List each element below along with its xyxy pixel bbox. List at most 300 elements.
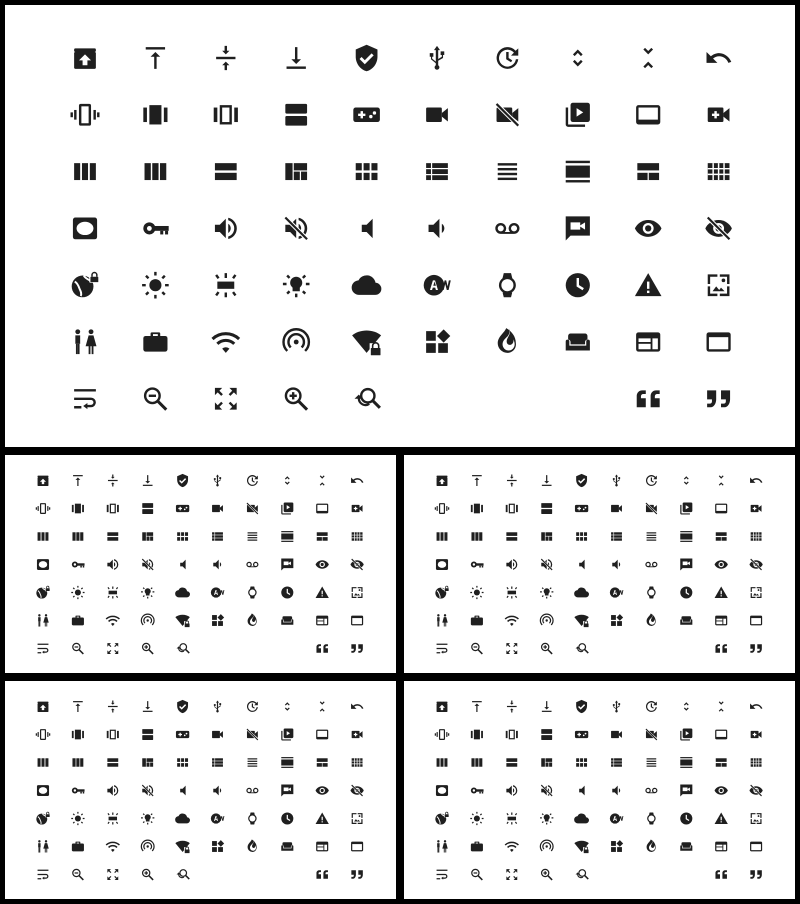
visibility-off-icon (350, 559, 363, 570)
vpn-key-icon (471, 787, 484, 793)
videocam-off-icon (497, 104, 519, 126)
watch-icon (647, 586, 655, 598)
vpn-lock-icon (435, 812, 449, 825)
wifi-lock-icon (352, 331, 381, 357)
zoom-in-icon (286, 389, 307, 410)
unfold-more-icon (684, 476, 689, 484)
wrap-text-icon (38, 644, 49, 653)
view-carousel-icon (214, 105, 238, 124)
wb-auto-icon (211, 813, 225, 823)
view-quilt-icon (285, 163, 307, 180)
wb-incandescent-icon (141, 588, 154, 599)
usb-icon (613, 700, 620, 712)
view-comfy-icon (352, 532, 363, 540)
vibration-icon (435, 503, 450, 514)
wrap-text-icon (74, 390, 96, 409)
view-list-icon (611, 532, 622, 540)
view-stream-icon (107, 758, 118, 766)
zoom-out-icon (73, 643, 84, 654)
format-quote-close-icon (707, 390, 730, 407)
videogame-asset-icon (176, 731, 189, 738)
view-stream-icon (107, 532, 118, 540)
videocam-icon (611, 731, 622, 738)
format-quote-close-icon (750, 870, 761, 878)
vertical-align-bottom-icon (143, 475, 153, 486)
wifi-tethering-icon (540, 614, 553, 625)
volume-down-icon (429, 219, 445, 238)
video-library-icon (680, 502, 692, 514)
verified-user-icon (177, 474, 188, 487)
view-day-icon (680, 757, 692, 768)
undo-icon (750, 703, 762, 708)
wb-iridescent-icon (507, 812, 517, 824)
volume-up-icon (107, 559, 118, 570)
view-stream-icon (215, 163, 237, 180)
volume-up-icon (506, 559, 517, 570)
view-compact-icon (716, 758, 727, 766)
undo-icon (351, 477, 363, 482)
vertical-align-top-icon (73, 701, 83, 712)
unarchive-icon (437, 702, 448, 712)
view-stream-icon (506, 532, 517, 540)
work-icon (143, 332, 167, 351)
warning-icon (316, 812, 329, 823)
video-label-icon (316, 730, 328, 740)
wb-sunny-icon (142, 272, 169, 299)
vpn-key-icon (471, 561, 484, 567)
voicemail-icon (645, 562, 657, 567)
watch-later-icon (680, 586, 692, 598)
wifi-tethering-icon (284, 329, 309, 351)
visibility-icon (635, 220, 662, 237)
view-module-icon (177, 758, 188, 766)
view-array-icon (471, 504, 483, 514)
watch-icon (248, 812, 256, 824)
panel-bl-icon-grid (5, 681, 396, 899)
vpn-lock-icon (36, 586, 50, 599)
web-icon (316, 842, 328, 852)
wb-cloudy-icon (175, 588, 190, 598)
view-headline-icon (498, 163, 517, 180)
whatshot-icon (498, 328, 516, 353)
view-week-icon (437, 758, 448, 766)
videocam-off-icon (646, 729, 657, 740)
icon-sheet-main (5, 5, 795, 447)
view-day-icon (566, 161, 590, 183)
vpn-lock-icon (36, 812, 50, 825)
zoom-in-icon (143, 869, 154, 880)
icon-sheet-thumb-top-left (5, 455, 396, 673)
voicemail-icon (495, 223, 519, 234)
zoom-out-map-icon (506, 869, 517, 880)
view-headline-icon (248, 758, 258, 766)
wb-auto-icon (610, 587, 624, 597)
verified-user-icon (576, 474, 587, 487)
voicemail-icon (246, 562, 258, 567)
wb-sunny-icon (71, 812, 84, 825)
vibration-icon (36, 729, 51, 740)
volume-off-icon (541, 559, 552, 570)
widgets-icon (611, 840, 623, 852)
view-column-icon (471, 532, 482, 540)
visibility-icon (316, 560, 329, 568)
wb-incandescent-icon (141, 814, 154, 825)
voice-chat-icon (680, 558, 692, 570)
wb-iridescent-icon (216, 273, 235, 297)
wc-icon (38, 840, 49, 852)
wb-incandescent-icon (540, 814, 553, 825)
youtube-searched-for-icon (177, 644, 190, 653)
video-library-icon (566, 103, 590, 127)
zoom-out-icon (145, 389, 166, 410)
youtube-searched-for-icon (576, 644, 589, 653)
warning-icon (715, 812, 728, 823)
wifi-lock-icon (574, 615, 589, 628)
voicemail-icon (645, 788, 657, 793)
view-comfy-icon (352, 758, 363, 766)
wifi-tethering-icon (141, 614, 154, 625)
view-day-icon (281, 531, 293, 542)
volume-down-icon (612, 786, 620, 796)
view-column-icon (145, 163, 167, 180)
visibility-off-icon (350, 785, 363, 796)
usb-icon (430, 46, 445, 70)
vertical-align-top-icon (472, 701, 482, 712)
vertical-align-center-icon (507, 474, 517, 486)
volume-mute-icon (180, 560, 185, 570)
view-compact-icon (716, 532, 727, 540)
visibility-off-icon (749, 785, 762, 796)
vertical-align-center-icon (108, 700, 118, 712)
videogame-asset-icon (575, 731, 588, 738)
watch-later-icon (566, 273, 590, 297)
wb-auto-icon (211, 587, 225, 597)
view-week-icon (38, 532, 49, 540)
undo-icon (351, 703, 363, 708)
view-list-icon (212, 532, 223, 540)
weekend-icon (281, 842, 293, 850)
view-compact-icon (317, 758, 328, 766)
zoom-out-map-icon (215, 388, 237, 410)
unfold-less-icon (320, 701, 325, 711)
view-week-icon (437, 532, 448, 540)
whatshot-icon (647, 614, 656, 626)
view-day-icon (680, 531, 692, 542)
view-agenda-icon (142, 729, 153, 740)
unfold-less-icon (643, 48, 653, 68)
view-week-icon (74, 163, 96, 180)
voice-chat-icon (566, 216, 590, 240)
view-comfy-icon (708, 163, 730, 180)
video-label-icon (636, 105, 660, 124)
volume-off-icon (142, 785, 153, 796)
wb-iridescent-icon (108, 812, 118, 824)
view-array-icon (72, 730, 84, 740)
video-library-icon (281, 502, 293, 514)
videocam-off-icon (247, 503, 258, 514)
unfold-more-icon (573, 50, 583, 67)
view-compact-icon (317, 532, 328, 540)
unarchive-icon (38, 476, 49, 486)
wrap-text-icon (38, 870, 49, 879)
wifi-tethering-icon (141, 840, 154, 851)
usb-icon (214, 474, 221, 486)
whatshot-icon (248, 614, 257, 626)
verified-user-icon (576, 700, 587, 713)
visibility-off-icon (705, 218, 732, 240)
view-carousel-icon (506, 504, 518, 514)
watch-icon (499, 273, 516, 297)
volume-off-icon (142, 559, 153, 570)
vpn-key-icon (72, 561, 85, 567)
view-module-icon (356, 163, 378, 180)
wifi-lock-icon (574, 841, 589, 854)
wifi-icon (505, 616, 518, 626)
view-module-icon (576, 532, 587, 540)
vertical-align-bottom-icon (287, 47, 306, 69)
wb-sunny-icon (470, 586, 483, 599)
videogame-asset-icon (176, 505, 189, 512)
wifi-icon (106, 616, 119, 626)
zoom-in-icon (542, 869, 553, 880)
view-module-icon (576, 758, 587, 766)
unfold-more-icon (285, 476, 290, 484)
wallpaper-icon (352, 813, 363, 824)
video-call-icon (708, 108, 730, 123)
view-quilt-icon (142, 532, 153, 540)
wrap-text-icon (437, 870, 448, 879)
volume-up-icon (215, 218, 237, 239)
view-column-icon (72, 758, 83, 766)
weekend-icon (566, 334, 590, 351)
wb-auto-icon (424, 275, 451, 296)
unfold-less-icon (719, 475, 724, 485)
view-day-icon (281, 757, 293, 768)
view-module-icon (177, 532, 188, 540)
view-agenda-icon (541, 729, 552, 740)
wc-icon (75, 329, 96, 354)
wifi-lock-icon (175, 615, 190, 628)
zoom-in-icon (542, 643, 553, 654)
voice-chat-icon (281, 784, 293, 796)
wb-incandescent-icon (283, 276, 310, 298)
vignette-icon (436, 785, 448, 796)
work-icon (471, 616, 483, 626)
work-icon (72, 616, 84, 626)
videocam-icon (426, 108, 448, 123)
view-array-icon (471, 730, 483, 740)
view-array-icon (72, 504, 84, 514)
vertical-align-center-icon (507, 700, 517, 712)
wb-sunny-icon (71, 586, 84, 599)
view-array-icon (143, 105, 167, 124)
wb-iridescent-icon (108, 586, 118, 598)
view-quilt-icon (541, 758, 552, 766)
videocam-icon (212, 505, 223, 512)
volume-off-icon (285, 218, 307, 240)
weekend-icon (281, 616, 293, 624)
youtube-searched-for-icon (576, 870, 589, 879)
unarchive-icon (74, 48, 96, 69)
zoom-out-map-icon (506, 643, 517, 654)
view-stream-icon (506, 758, 517, 766)
panel-br-icon-grid (404, 681, 795, 899)
vibration-icon (435, 729, 450, 740)
format-quote-close-icon (750, 644, 761, 652)
vertical-align-top-icon (146, 47, 165, 69)
watch-later-icon (281, 812, 293, 824)
format-quote-open-icon (715, 644, 726, 652)
widgets-icon (212, 614, 224, 626)
web-asset-icon (707, 332, 731, 351)
wifi-lock-icon (175, 841, 190, 854)
wb-cloudy-icon (175, 814, 190, 824)
view-headline-icon (647, 532, 657, 540)
wrap-text-icon (437, 644, 448, 653)
wb-cloudy-icon (574, 814, 589, 824)
wifi-icon (106, 842, 119, 852)
panel-main-icon-grid (5, 5, 795, 447)
web-asset-icon (750, 842, 762, 852)
view-comfy-icon (751, 532, 762, 540)
wc-icon (38, 614, 49, 626)
video-call-icon (751, 505, 762, 512)
widgets-icon (426, 329, 450, 353)
video-library-icon (281, 728, 293, 740)
voicemail-icon (246, 788, 258, 793)
format-quote-open-icon (637, 390, 660, 407)
vpn-key-icon (72, 787, 85, 793)
video-call-icon (751, 731, 762, 738)
video-label-icon (316, 504, 328, 514)
usb-icon (613, 474, 620, 486)
view-quilt-icon (541, 532, 552, 540)
usb-icon (214, 700, 221, 712)
volume-up-icon (506, 785, 517, 796)
vibration-icon (36, 503, 51, 514)
update-icon (646, 475, 657, 486)
unarchive-icon (38, 702, 49, 712)
zoom-out-map-icon (107, 643, 118, 654)
videogame-asset-icon (353, 108, 380, 123)
warning-icon (635, 273, 662, 296)
youtube-searched-for-icon (355, 389, 380, 408)
visibility-off-icon (749, 559, 762, 570)
wallpaper-icon (751, 813, 762, 824)
volume-mute-icon (579, 560, 584, 570)
whatshot-icon (647, 840, 656, 852)
format-quote-open-icon (715, 870, 726, 878)
videocam-icon (212, 731, 223, 738)
panel-tl-icon-grid (5, 455, 396, 673)
volume-off-icon (541, 785, 552, 796)
update-icon (646, 701, 657, 712)
wallpaper-icon (751, 587, 762, 598)
work-icon (72, 842, 84, 852)
update-icon (247, 475, 258, 486)
watch-later-icon (281, 586, 293, 598)
icon-sheet-thumb-top-right (404, 455, 795, 673)
video-label-icon (715, 730, 727, 740)
volume-mute-icon (579, 786, 584, 796)
volume-mute-icon (362, 219, 373, 238)
vignette-icon (37, 559, 49, 570)
youtube-searched-for-icon (177, 870, 190, 879)
web-icon (316, 616, 328, 626)
whatshot-icon (248, 840, 257, 852)
vignette-icon (436, 559, 448, 570)
watch-icon (248, 586, 256, 598)
vertical-align-bottom-icon (542, 701, 552, 712)
view-carousel-icon (506, 730, 518, 740)
format-quote-open-icon (316, 870, 327, 878)
view-compact-icon (637, 163, 659, 180)
format-quote-close-icon (351, 870, 362, 878)
wc-icon (437, 840, 448, 852)
wb-sunny-icon (470, 812, 483, 825)
weekend-icon (680, 616, 692, 624)
warning-icon (316, 586, 329, 597)
unfold-less-icon (320, 475, 325, 485)
view-carousel-icon (107, 504, 119, 514)
video-call-icon (352, 505, 363, 512)
vertical-align-bottom-icon (143, 701, 153, 712)
vertical-align-center-icon (216, 46, 235, 70)
volume-up-icon (107, 785, 118, 796)
vpn-lock-icon (435, 586, 449, 599)
unfold-more-icon (684, 702, 689, 710)
zoom-out-map-icon (107, 869, 118, 880)
vignette-icon (37, 785, 49, 796)
zoom-in-icon (143, 643, 154, 654)
view-carousel-icon (107, 730, 119, 740)
videocam-icon (611, 505, 622, 512)
web-icon (715, 616, 727, 626)
wb-auto-icon (610, 813, 624, 823)
view-agenda-icon (142, 503, 153, 514)
visibility-icon (715, 786, 728, 794)
format-quote-close-icon (351, 644, 362, 652)
wb-incandescent-icon (540, 588, 553, 599)
widgets-icon (212, 840, 224, 852)
panel-tr-icon-grid (404, 455, 795, 673)
verified-user-icon (177, 700, 188, 713)
warning-icon (715, 586, 728, 597)
volume-down-icon (612, 560, 620, 570)
view-column-icon (471, 758, 482, 766)
visibility-icon (316, 786, 329, 794)
view-week-icon (38, 758, 49, 766)
wifi-icon (505, 842, 518, 852)
wb-cloudy-icon (574, 588, 589, 598)
wifi-icon (213, 334, 240, 353)
view-list-icon (611, 758, 622, 766)
undo-icon (750, 477, 762, 482)
vertical-align-top-icon (472, 475, 482, 486)
video-call-icon (352, 731, 363, 738)
view-column-icon (72, 532, 83, 540)
icon-sheet-thumb-bottom-left (5, 681, 396, 899)
web-asset-icon (351, 842, 363, 852)
update-icon (247, 701, 258, 712)
vertical-align-top-icon (73, 475, 83, 486)
wallpaper-icon (352, 587, 363, 598)
wb-iridescent-icon (507, 586, 517, 598)
web-icon (636, 332, 660, 351)
view-list-icon (212, 758, 223, 766)
videocam-off-icon (646, 503, 657, 514)
vpn-lock-icon (72, 272, 99, 297)
